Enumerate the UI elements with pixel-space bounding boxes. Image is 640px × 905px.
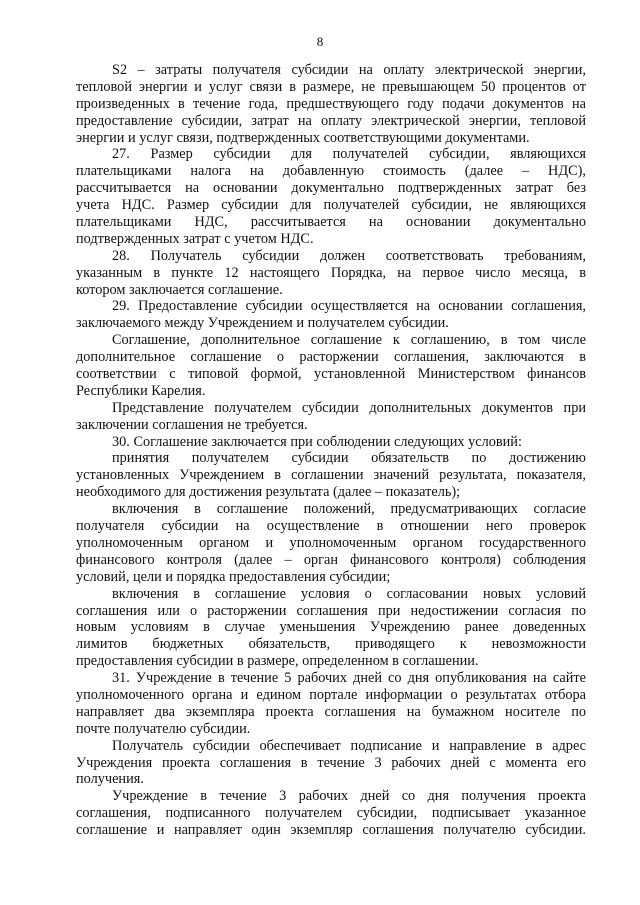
text-line: Представление получателем субсидии дополнительных документов при: [112, 399, 586, 416]
text-line: энергии и услуг связи, подтвержденных соответствующими документами.: [76, 129, 530, 146]
text-line: соглашения или о расторжении соглашения при недостижении согласия по: [76, 602, 586, 619]
paragraph-item-31: [76, 670, 586, 738]
text-line: указанным в пункте 12 настоящего Порядка, на первое число месяца, в: [76, 264, 586, 281]
paragraph-item-27: [76, 146, 586, 247]
paragraph-s2-definition: [76, 62, 586, 146]
text-line: получателя субсидии на осуществление в отношении него проверок: [76, 518, 586, 535]
text-line: котором заключается соглашение.: [76, 281, 283, 298]
paragraph-item-28: [76, 248, 586, 299]
paragraph-institution-signing: [76, 788, 586, 839]
text-line: рассчитывается на основании документально подтвержденных затрат без: [76, 180, 586, 197]
text-line: заключаемого между Учреждением и получателем субсидии.: [76, 315, 449, 332]
text-line: Получатель субсидии обеспечивает подписание и направление в адрес: [112, 737, 586, 754]
text-line: подтвержденных затрат с учетом НДС.: [76, 230, 314, 247]
text-line: включения в соглашение положений, предусматривающих согласие: [112, 501, 586, 518]
text-line: уполномоченным органом и уполномоченным органом государственного: [76, 534, 586, 551]
text-line: тепловой энергии и услуг связи в размере, не превышающем 50 процентов от: [76, 78, 586, 95]
text-line: 27. Размер субсидии для получателей субсидии, являющихся: [112, 146, 586, 163]
text-line: получения.: [76, 771, 144, 788]
text-line: необходимого для достижения результата (далее – показатель);: [76, 484, 461, 501]
text-line: S2 – затраты получателя субсидии на оплату электрической энергии,: [112, 62, 586, 78]
text-line: условий, цели и порядка предоставления субсидии;: [76, 568, 391, 585]
text-line: Учреждения проекта соглашения в течение 3 рабочих дней с момента его: [76, 754, 586, 771]
text-line: включения в соглашение условия о согласовании новых условий: [112, 585, 586, 602]
text-line: 29. Предоставление субсидии осуществляется на основании соглашения,: [112, 298, 586, 315]
page-number: 8: [316, 34, 324, 49]
text-line: финансового контроля (далее – орган финансового контроля) соблюдения: [76, 551, 586, 568]
text-line: соответствии с типовой формой, установленной Министерством финансов: [76, 366, 586, 383]
text-line: Учреждение в течение 3 рабочих дней со дня получения проекта: [112, 788, 586, 805]
text-line: плательщиками НДС, рассчитывается на основании документально: [76, 214, 586, 231]
document-body: [76, 62, 586, 839]
paragraph-condition-3: [76, 586, 586, 670]
text-line: новым условиям в случае уменьшения Учреждению ранее доведенных: [76, 619, 586, 636]
text-line: Республики Карелия.: [76, 382, 206, 399]
text-line: соглашения, подписанного получателем субсидии, подписывает указанное: [76, 805, 586, 822]
text-line: лимитов бюджетных обязательств, приводящего к невозможности: [76, 636, 586, 653]
paragraph-item-30: [76, 434, 586, 451]
text-line: предоставления субсидии в размере, определенном в соглашении.: [76, 653, 479, 670]
text-line: предоставление субсидии, затрат на оплату электрической энергии, тепловой: [76, 112, 586, 129]
text-line: установленных Учреждением в соглашении значений результата, показателя,: [76, 467, 586, 484]
text-line: Соглашение, дополнительное соглашение к соглашению, в том числе: [112, 332, 586, 349]
paragraph-condition-2: [76, 501, 586, 585]
paragraph-additional-docs: [76, 400, 586, 434]
text-line: учета НДС. Размер субсидии для получателей субсидии, не являющихся: [76, 197, 586, 214]
paragraph-agreement-form: [76, 332, 586, 400]
text-line: произведенных в течение года, предшествующего году подачи документов на: [76, 95, 586, 112]
text-line: соглашение и направляет один экземпляр соглашения получателю субсидии.: [76, 822, 586, 839]
text-line: принятия получателем субсидии обязательств по достижению: [112, 450, 586, 467]
text-line: 30. Соглашение заключается при соблюдении следующих условий:: [112, 433, 522, 450]
paragraph-recipient-signing: [76, 738, 586, 789]
text-line: почте получателю субсидии.: [76, 720, 251, 737]
text-line: 31. Учреждение в течение 5 рабочих дней со дня опубликования на сайте: [112, 670, 586, 687]
paragraph-condition-1: [76, 450, 586, 501]
text-line: плательщиками налога на добавленную стоимость (далее – НДС),: [76, 163, 586, 180]
paragraph-item-29: [76, 298, 586, 332]
text-line: заключении соглашения не требуется.: [76, 416, 308, 433]
text-line: уполномоченного органа и едином портале информации о результатах отбора: [76, 686, 586, 703]
text-line: 28. Получатель субсидии должен соответствовать требованиям,: [112, 247, 586, 264]
text-line: направляет два экземпляра проекта соглашения на бумажном носителе по: [76, 703, 586, 720]
text-line: дополнительное соглашение о расторжении соглашения, заключаются в: [76, 349, 586, 366]
